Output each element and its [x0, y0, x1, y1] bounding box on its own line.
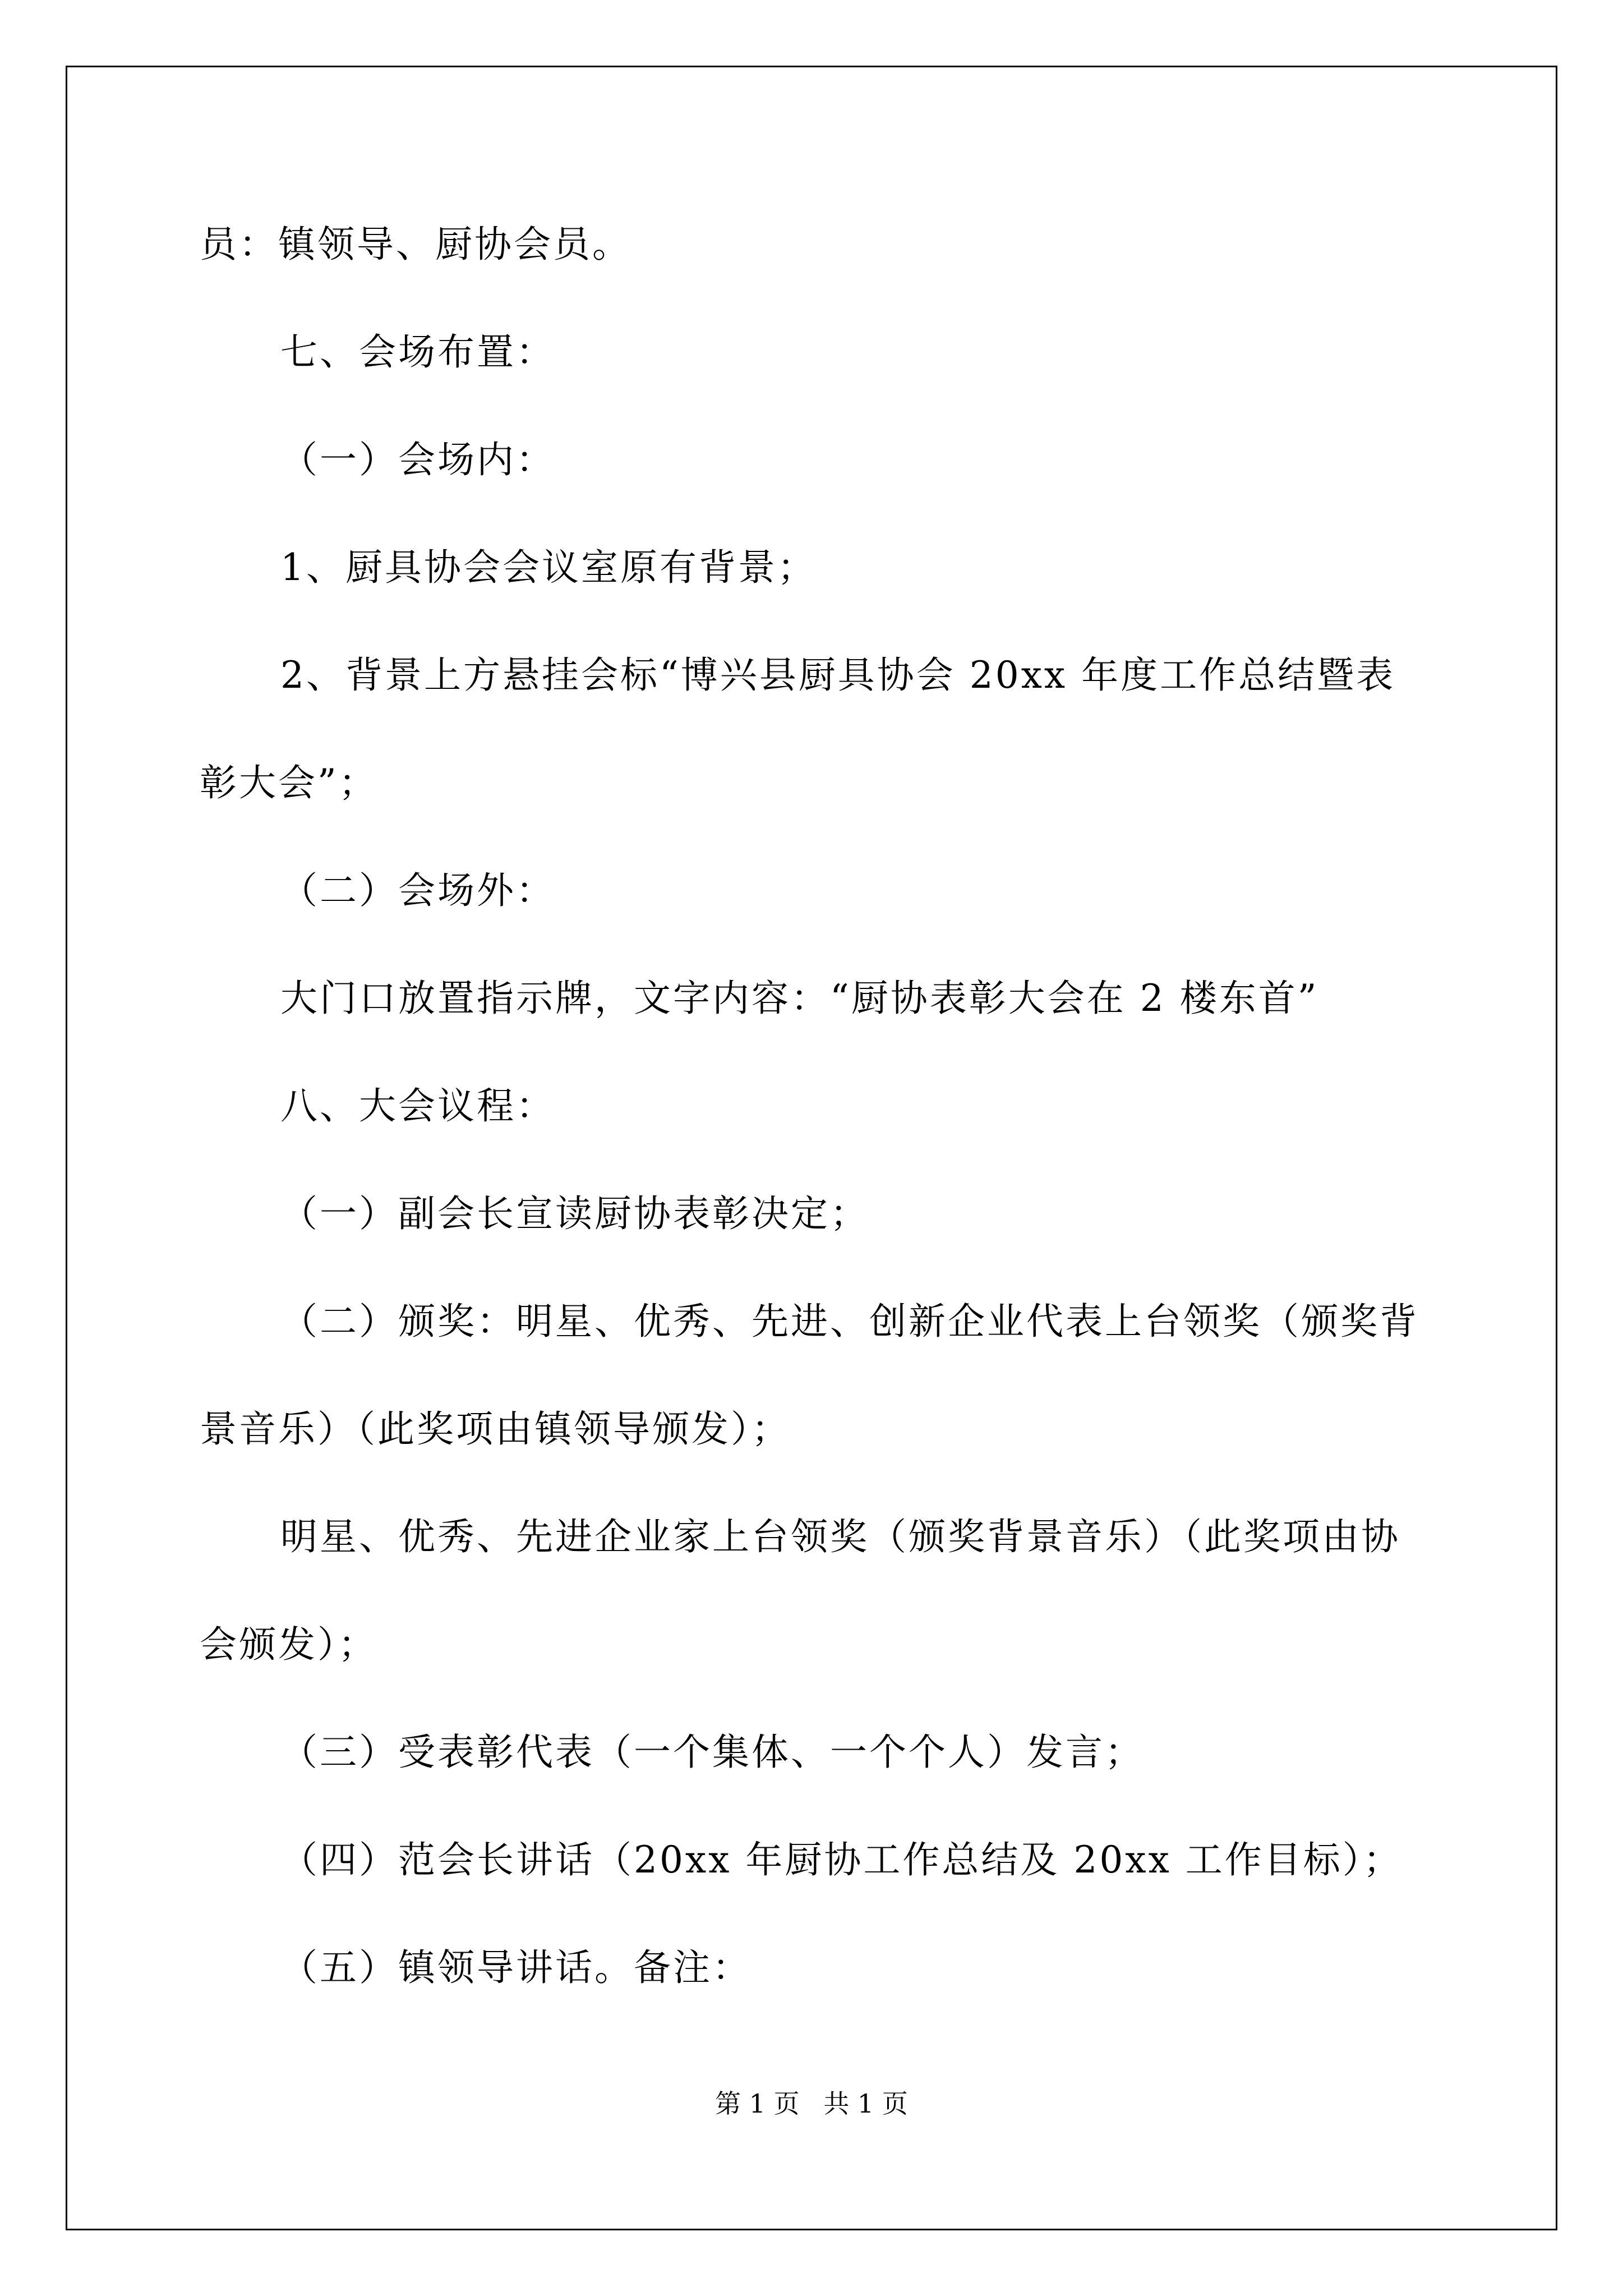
paragraph-12: （三）受表彰代表（一个集体、一个个人）发言； [280, 1731, 1144, 1774]
paragraph-13: （四）范会长讲话（20xx 年厨协工作总结及 20xx 工作目标）； [280, 1838, 1403, 1881]
paragraph-3: （一）会场内： [280, 438, 555, 481]
paragraph-2: 七、会场布置： [280, 330, 555, 374]
document-body [200, 191, 1422, 2022]
paragraph-9: （一）副会长宣读厨协表彰决定； [280, 1192, 869, 1235]
page-footer [0, 2087, 1623, 2120]
paragraph-7: 大门口放置指示牌，文字内容：“厨协表彰大会在 2 楼东首” [280, 977, 1319, 1020]
paragraph-6: （二）会场外： [280, 869, 555, 912]
paragraph-11: 明星、优秀、先进企业家上台领奖（颁奖背景音乐）（此奖项由协会颁发）； [200, 1515, 1400, 1666]
paragraph-1: 员：镇领导、厨协会员。 [200, 223, 631, 266]
paragraph-8: 八、大会议程： [280, 1084, 555, 1128]
paragraph-10: （二）颁奖：明星、优秀、先进、创新企业代表上台领奖（颁奖背景音乐）（此奖项由镇领导颁发）； [200, 1300, 1419, 1451]
paragraph-14: （五）镇领导讲话。备注： [280, 1946, 751, 1989]
paragraph-5: 2、背景上方悬挂会标“博兴县厨具协会 20xx 年度工作总结暨表彰大会”； [200, 654, 1396, 804]
paragraph-4: 1、厨具协会会议室原有背景； [280, 546, 817, 589]
page-total: 共 1 页 [823, 2088, 908, 2119]
page-number: 第 1 页 [715, 2088, 800, 2119]
